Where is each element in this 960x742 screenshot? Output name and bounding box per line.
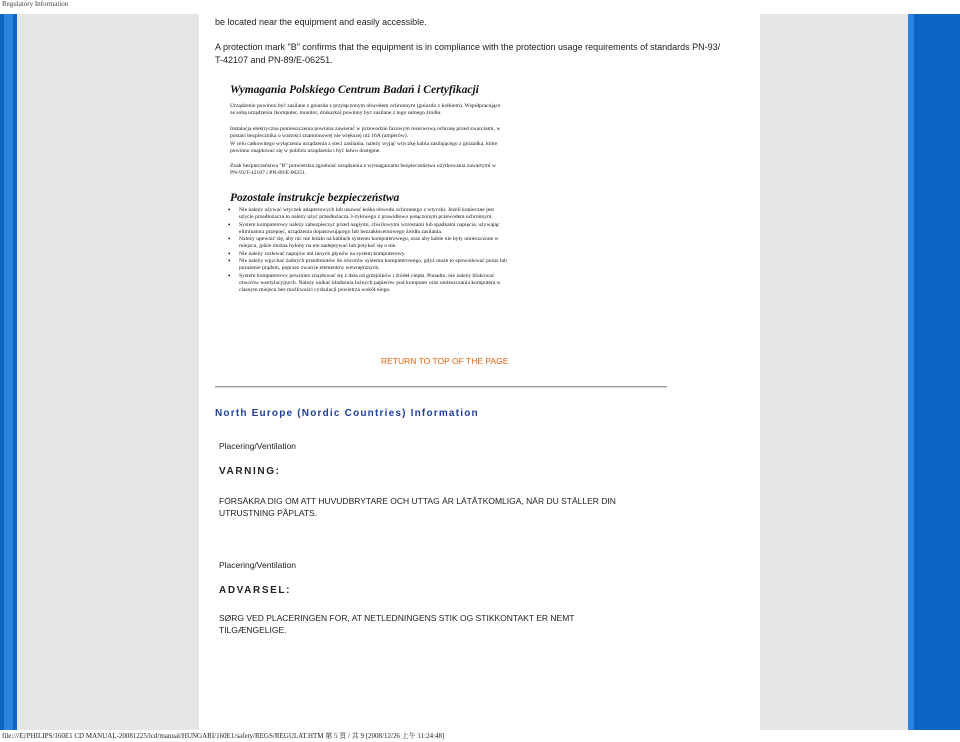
page-content xyxy=(199,14,760,730)
polish-paragraph-2: Instalacja elektryczna pomieszczenia powinna zawierać w przewodzie fazowym rezerwową ochronę przed zwarciami, w postaci bezpiecznika o wartości znamionowej nie większej niż 16A (amperów). xyxy=(230,126,501,140)
polish-safety-list xyxy=(226,207,508,295)
list-item: • Nie należy rozlewać napojów ani innych płynów na system komputerowy. xyxy=(226,251,508,258)
polish-paragraph-1: Urządzenie powinno być zasilane z gniazda z przyłączonym obwodem ochronnym (gniazdo z kołkiem). Współpracujące ze sobą urządzenia (komputer, monitor, drukarka) powinny być zasilane z tego samego źródła. xyxy=(230,103,501,117)
list-item: • System komputerowy należy zabezpieczyć przed nagłymi, chwilowymi wzrostami lub spadkami napięcia, używając eliminatora przepięć, urządzenia dopasowującego lub bezzakłóceniowego źródła zasilania. xyxy=(226,222,508,237)
list-item: • Należy upewnić się, aby nic nie leżało na kablach systemu komputerowego, oraz aby kable nie były umieszczone w miejscu, gdzie można byłoby na nie nadeptywać lub potykać się o nie. xyxy=(226,236,508,251)
polish-paragraph-3: W celu całkowitego wyłączenia urządzenia z sieci zasilania, należy wyjąć wtyczkę kabla zasilającego z gniazdka, które powinno znajdować się w pobliżu urządzenia i być łatwo dostępne. xyxy=(230,141,498,155)
window-title: Regulatory Information xyxy=(2,0,69,8)
list-item: • Nie należy używać wtyczek adapterowych lub usuwać kołka obwodu ochronnego z wtyczki. Jeżeli konieczne jest użycie przedłużacza to należy użyć przedłużacza 3-żyłowego z prawidłowo połączonym przewodem ochronnym. xyxy=(226,207,508,222)
polish-heading-2: Pozostałe instrukcje bezpieczeństwa xyxy=(230,192,400,204)
right-decor-band xyxy=(908,14,960,730)
intro-line-2: A protection mark "B" confirms that the equipment is in compliance with the protection usage requirements of standards PN-93/ xyxy=(215,42,721,52)
left-decor-band xyxy=(0,14,17,730)
intro-line-1: be located near the equipment and easily accessible. xyxy=(215,17,427,27)
warning-text-1b: UTRUSTNING PÅPLATS. xyxy=(219,508,318,518)
placement-label-2: Placering/Ventilation xyxy=(219,560,297,570)
warning-label-2: ADVARSEL: xyxy=(219,585,291,596)
polish-heading: Wymagania Polskiego Centrum Badań i Certyfikacji xyxy=(230,84,479,96)
list-item: • System komputerowy powinien znajdować się z dala od grzejników i źródeł ciepła. Ponadto, nie należy blokować otworów wentylacyjnych. Należy unikać kładzenia luźnych papierów pod komputer oraz umieszczania komputera w ciasnym miejscu bez możliwości cyrkulacji powietrza wokół niego. xyxy=(226,273,508,295)
nordic-heading: North Europe (Nordic Countries) Information xyxy=(215,408,479,419)
intro-line-3: T-42107 and PN-89/E-06251. xyxy=(215,55,333,65)
list-item: • Nie należy wpychać żadnych przedmiotów do otworów systemu komputerowego, gdyż może to spowodować pożar lub porażenie prądem, poprzez zwarcie elementów wewnętrznych. xyxy=(226,258,508,273)
polish-paragraph-4: Znak bezpieczeństwa "B" potwierdza zgodność urządzenia z wymaganiami bezpieczeństwa użytkowania zawartymi w PN-93/T-42107 i PN-89/E-06251. xyxy=(230,163,496,177)
right-margin xyxy=(760,14,908,730)
section-divider xyxy=(215,386,667,388)
warning-text-1a: FÖRSÄKRA DIG OM ATT HUVUDBRYTARE OCH UTTAG ÄR LÄTÅTKOMLIGA, NÄR DU STÄLLER DIN xyxy=(219,496,616,506)
placement-label-1: Placering/Ventilation xyxy=(219,441,297,451)
return-to-top-link[interactable]: RETURN TO TOP OF THE PAGE xyxy=(381,356,509,366)
warning-text-2b: TILGÆNGELIGE. xyxy=(219,625,287,635)
warning-label-1: VARNING: xyxy=(219,466,281,477)
warning-text-2a: SØRG VED PLACERINGEN FOR, AT NETLEDNINGENS STIK OG STIKKONTAKT ER NEMT xyxy=(219,613,575,623)
footer-file-path: file:///E|/PHILIPS/160E1 CD MANUAL-20081225/lcd/manual/HUNGARI/160E1/safety/REGS/REGULAT.HTM 第 5 頁 / 共 9 [2008/12/26 上午 11:24:48] xyxy=(2,732,445,740)
left-margin xyxy=(17,14,199,730)
